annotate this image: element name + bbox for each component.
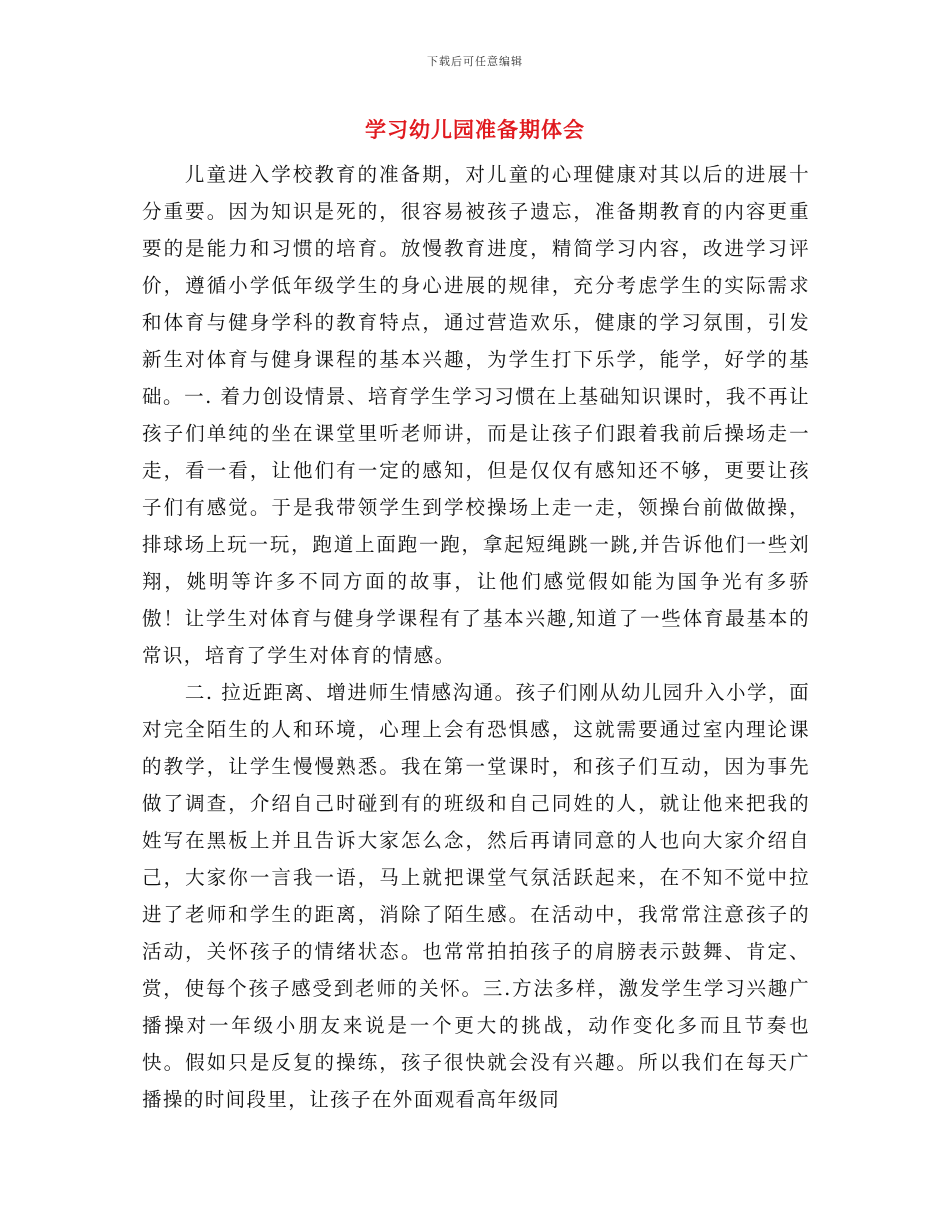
header-note: 下载后可任意编辑 <box>427 55 523 68</box>
paragraph-1: 儿童进入学校教育的准备期，对儿童的心理健康对其以后的进展十分重要。因为知识是死的，很容易被孩子遗忘，准备期教育的内容更重要的是能力和习惯的培育。放慢教育进度，精简学习内容，改进学习评价，遵循小学低年级学生的身心进展的规律，充分考虑学生的实际需求和体育与健身学科的教育特点，通过营造欢乐，健康的学习氛围，引发新生对体育与健身课程的基本兴趣，为学生打下乐学，能学，好学的基础。一. 着力创设情景、培育学生学习习惯在上基础知识课时，我不再让孩子们单纯的坐在课堂里听老师讲，而是让孩子们跟着我前后操场走一走，看一看，让他们有一定的感知，但是仅仅有感知还不够，更要让孩子们有感觉。于是我带领学生到学校操场上走一走，领操台前做做操，排球场上玩一玩，跑道上面跑一跑，拿起短绳跳一跳,并告诉他们一些刘翔，姚明等许多不同方面的故事，让他们感觉假如能为国争光有多骄傲！让学生对体育与健身学课程有了基本兴趣,知道了一些体育最基本的常识，培育了学生对体育的情感。 <box>142 163 810 667</box>
document-body <box>142 156 810 1118</box>
document-title: 学习幼儿园准备期体会 <box>365 118 585 142</box>
paragraph-2: 二. 拉近距离、增进师生情感沟通。孩子们刚从幼儿园升入小学，面对完全陌生的人和环境，心理上会有恐惧感，这就需要通过室内理论课的教学，让学生慢慢熟悉。我在第一堂课时，和孩子们互动，因为事先做了调查，介绍自己时碰到有的班级和自己同姓的人，就让他来把我的姓写在黑板上并且告诉大家怎么念，然后再请同意的人也向大家介绍自己，大家你一言我一语，马上就把课堂气氛活跃起来，在不知不觉中拉进了老师和学生的距离，消除了陌生感。在活动中，我常常注意孩子的活动，关怀孩子的情绪状态。也常常拍拍孩子的肩膀表示鼓舞、肯定、赏，使每个孩子感受到老师的关怀。三.方法多样，激发学生学习兴趣广播操对一年级小朋友来说是一个更大的挑战，动作变化多而且节奏也快。假如只是反复的操练，孩子很快就会没有兴趣。所以我们在每天广播操的时间段里，让孩子在外面观看高年级同 <box>142 681 810 1111</box>
